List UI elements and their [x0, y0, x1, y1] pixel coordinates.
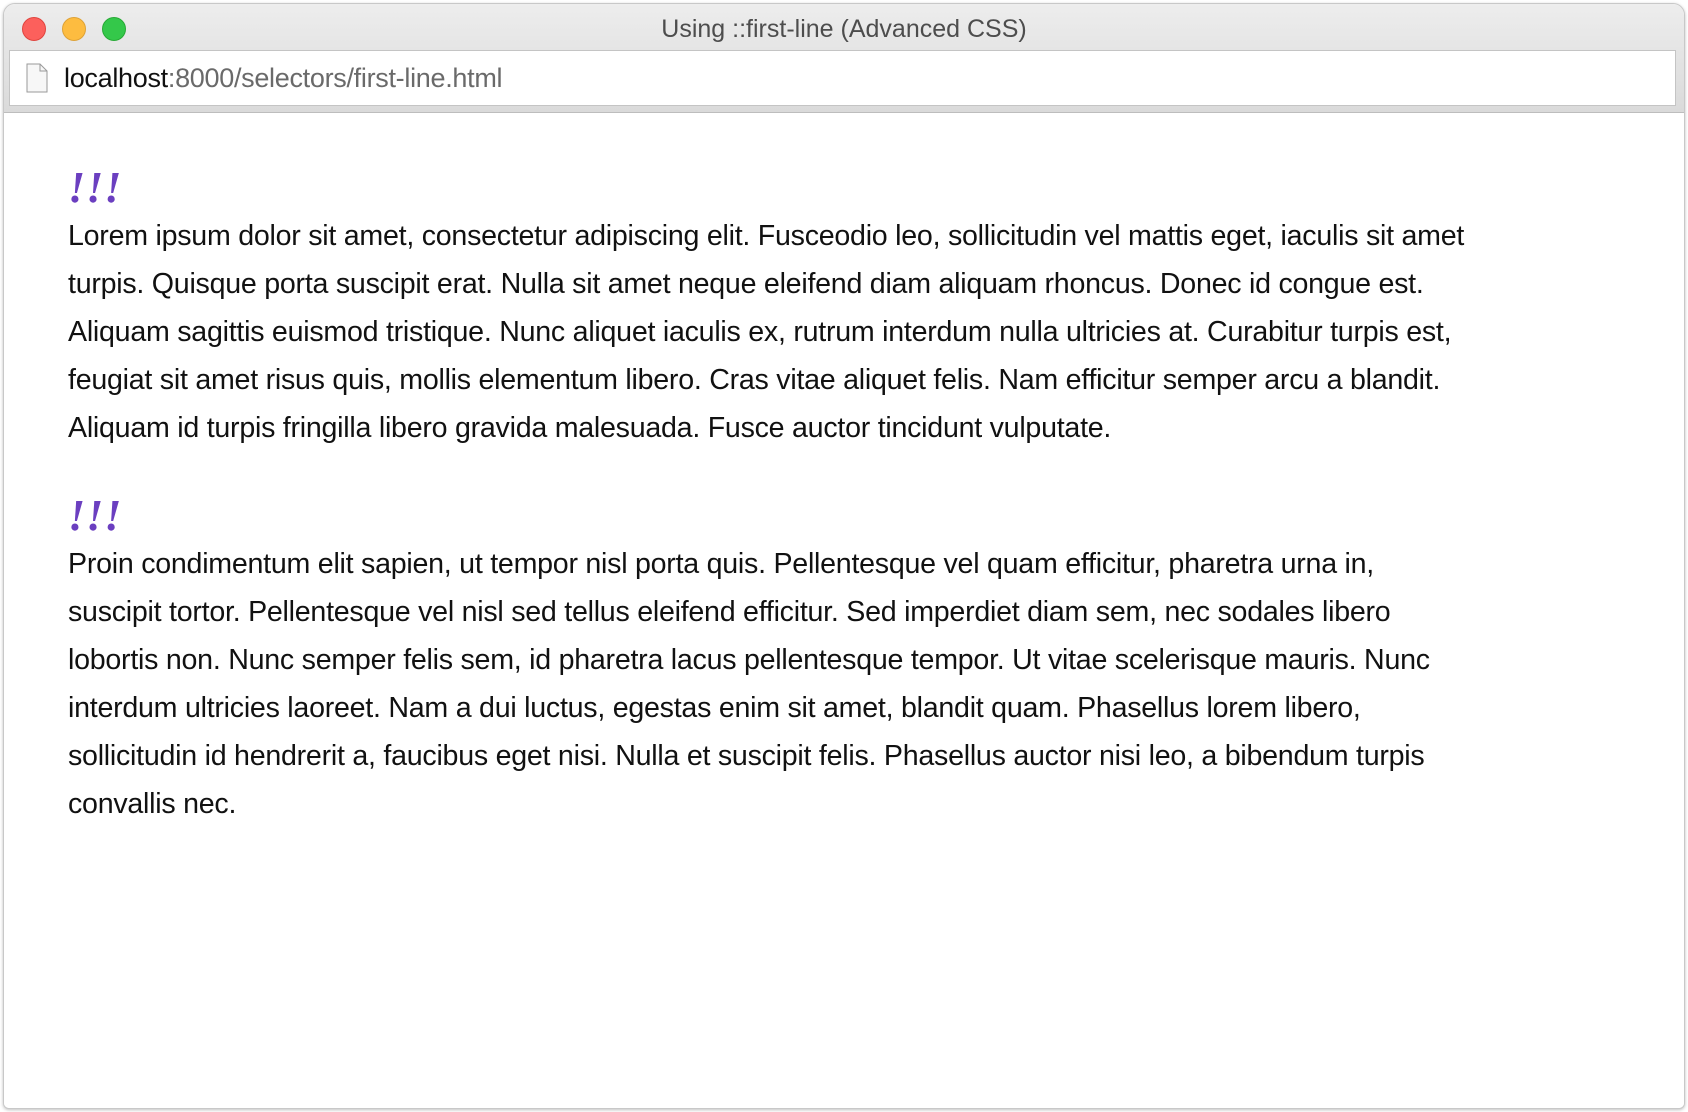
paragraph-line: interdum ultricies laoreet. Nam a dui luctus, egestas enim sit amet, blandit quam. Phasellus lorem libero, [68, 692, 1361, 724]
paragraph-line: feugiat sit amet risus quis, mollis elementum libero. Cras vitae aliquet felis. Nam efficitur semper arcu a blandit. [68, 364, 1441, 396]
browser-window [3, 3, 1685, 1109]
paragraph-line: sollicitudin id hendrerit a, faucibus eget nisi. Nulla et suscipit felis. Phasellus auctor nisi leo, a bibendum turpis [68, 740, 1425, 772]
paragraph-2 [68, 540, 1628, 828]
paragraph-line: suscipit tortor. Pellentesque vel nisl sed tellus eleifend efficitur. Sed imperdiet diam sem, nec sodales libero [68, 596, 1391, 628]
paragraph-line: Lorem ipsum dolor sit amet, consectetur adipiscing elit. Fusceodio leo, sollicitudin vel mattis eget, iaculis sit amet [68, 220, 1465, 252]
content-section-1 [68, 163, 1628, 452]
exclamation-marker: !!! [68, 491, 123, 540]
paragraph-line: turpis. Quisque porta suscipit erat. Nulla sit amet neque eleifend diam aliquam rhoncus. Donec id congue est. [68, 268, 1424, 300]
paragraph-line: Aliquam sagittis euismod tristique. Nunc aliquet iaculis ex, rutrum interdum nulla ultricies at. Curabitur turpis est, [68, 316, 1452, 348]
paragraph-line: lobortis non. Nunc semper felis sem, id pharetra lacus pellentesque tempor. Ut vitae scelerisque mauris. Nunc [68, 644, 1430, 676]
address-bar[interactable] [9, 50, 1676, 106]
page-icon [26, 63, 48, 93]
paragraph-line: convallis nec. [68, 788, 237, 820]
paragraph-1 [68, 212, 1628, 452]
window-title: Using ::first-line (Advanced CSS) [661, 15, 1027, 43]
url-text[interactable] [64, 60, 502, 96]
url-path: :8000/selectors/first-line.html [167, 63, 503, 93]
paragraph-line: Aliquam id turpis fringilla libero gravida malesuada. Fusce auctor tincidunt vulputate. [68, 412, 1112, 444]
exclamation-marker: !!! [68, 163, 123, 212]
paragraph-line: Proin condimentum elit sapien, ut tempor nisl porta quis. Pellentesque vel quam efficitur, pharetra urna in, [68, 548, 1374, 580]
url-host: localhost [64, 63, 168, 93]
window-toolbar [4, 4, 1684, 113]
content-section-2 [68, 491, 1628, 828]
page-content [4, 113, 1684, 1108]
